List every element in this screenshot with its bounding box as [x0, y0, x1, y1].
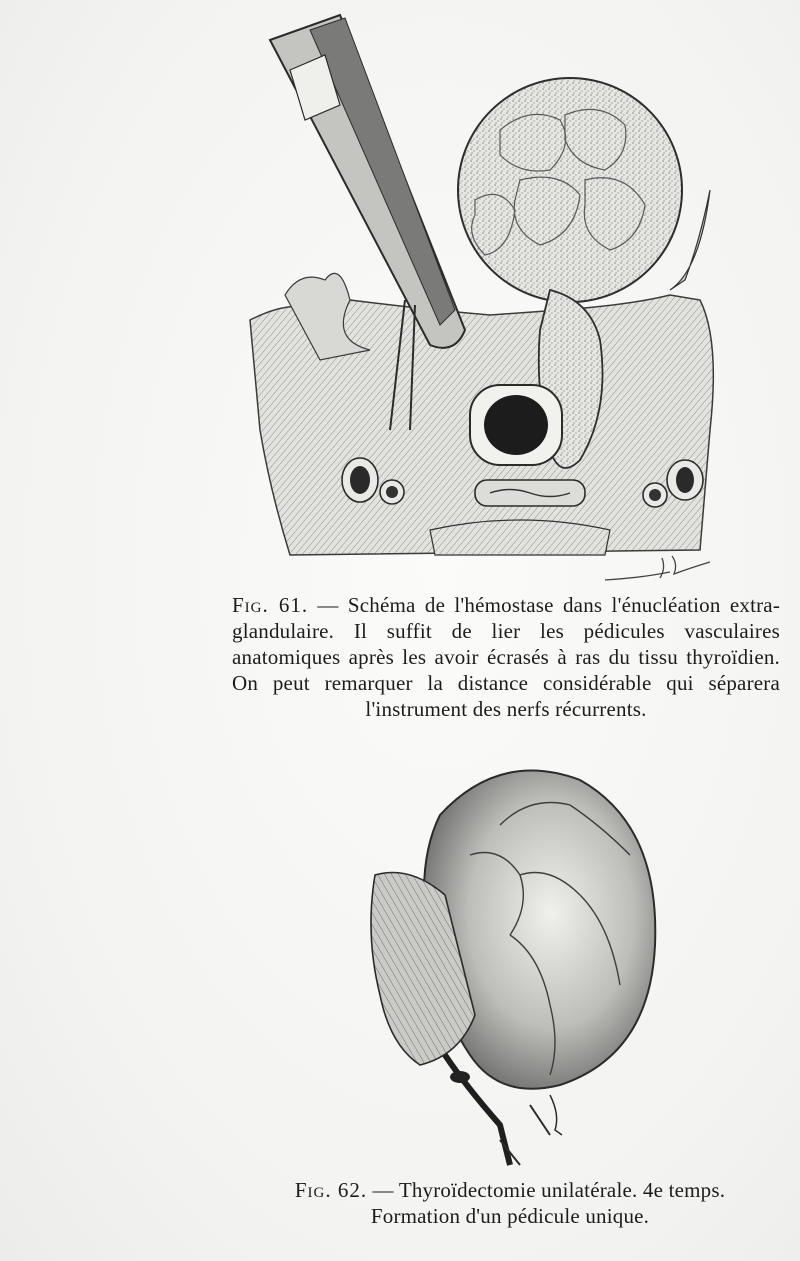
caption-dash: —: [317, 593, 339, 617]
artist-signature: [600, 548, 720, 588]
thyroid-nodule: [458, 78, 682, 302]
figure-61-caption-text: Schéma de l'hémostase dans l'énucléation extra-glandulaire. Il suffit de lier les pédicules vasculaires anatomiques après les avoir écrasés à ras du tissu thyroïdien. On peut remarquer la distance considérable qui séparera l'instrument des nerfs récurrents.: [232, 593, 781, 721]
figure-61-caption: [232, 592, 780, 722]
figure-61-illustration: [230, 10, 750, 585]
figure-62-label: Fig. 62.: [294, 1178, 368, 1202]
figure-62-caption-line-1: [290, 1177, 730, 1203]
thyroid-lobe-drawing: [350, 755, 670, 1175]
figure-62-caption-text-1: Thyroïdectomie unilatérale. 4e temps.: [398, 1178, 726, 1202]
trachea-lumen: [484, 395, 548, 455]
figure-62-illustration: [350, 755, 670, 1175]
figure-61-label: Fig. 61.: [232, 593, 309, 617]
thyroid-cross-section-drawing: [230, 10, 750, 585]
figure-62-caption: [290, 1177, 730, 1229]
figure-62-caption-text-2: Formation d'un pédicule unique.: [370, 1204, 650, 1228]
caption-dash: —: [372, 1178, 394, 1202]
